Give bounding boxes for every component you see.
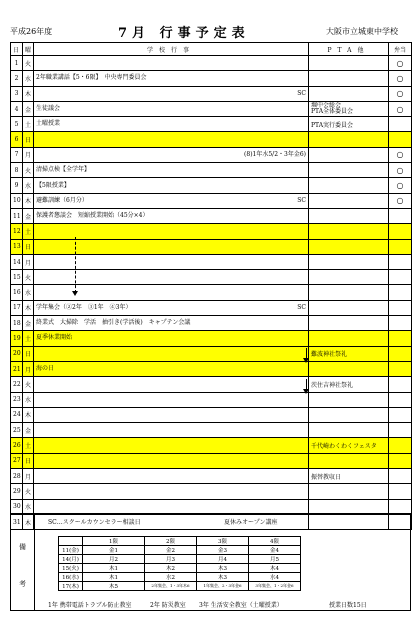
period-cell: 水4 — [249, 573, 301, 582]
pta-cell — [309, 178, 389, 193]
table-row — [11, 101, 412, 116]
school-event-cell — [34, 361, 309, 376]
header-school-events: 学校行事 — [34, 43, 309, 56]
period-cell: 木1 — [83, 564, 145, 573]
day-cell: 8 — [11, 163, 23, 178]
day-cell: 1 — [11, 56, 23, 71]
schedule-table — [10, 42, 412, 530]
weekday-cell: 木 — [23, 86, 34, 101]
period-cell: 月2 — [83, 555, 145, 564]
table-row — [11, 193, 412, 208]
school-event-cell — [34, 101, 309, 116]
weekday-cell: 木 — [23, 300, 34, 315]
bento-cell: ○ — [389, 147, 412, 162]
remarks-label-top: 備 — [19, 543, 26, 551]
school-event-cell — [34, 392, 309, 407]
bento-cell — [389, 331, 412, 346]
school-event-text: 終業式 大掃除 学活 抽引き(学活後) キャプテン会議 — [36, 319, 191, 327]
school-event-cell — [34, 377, 309, 392]
continuation-arrow-school — [75, 237, 76, 293]
period-row — [59, 555, 301, 564]
period-cell: 木2 — [145, 564, 197, 573]
weekday-cell: 土 — [23, 331, 34, 346]
footer-note-3: 3年 生活安全教室（土曜授業） — [199, 602, 283, 609]
day-cell: 7 — [11, 147, 23, 162]
bento-cell — [389, 132, 412, 147]
day-cell: 23 — [11, 392, 23, 407]
day-cell: 10 — [11, 193, 23, 208]
period-cell: 3限 — [197, 537, 249, 546]
day-cell: 13 — [11, 239, 23, 254]
header-week: 曜 — [23, 43, 34, 56]
school-event-cell — [34, 438, 309, 453]
period-cell: 2年集会、1・3年木6 — [145, 582, 197, 591]
school-event-text: 生徒議会 — [36, 105, 61, 113]
weekday-cell: 金 — [23, 101, 34, 116]
day-cell: 20 — [11, 346, 23, 361]
day-cell: 9 — [11, 178, 23, 193]
table-row — [11, 208, 412, 223]
table-row — [11, 361, 412, 376]
pta-cell — [309, 163, 389, 178]
bento-cell: ○ — [389, 71, 412, 86]
school-event-cell — [34, 453, 309, 468]
school-event-cell — [34, 484, 309, 499]
period-cell: 水2 — [145, 573, 197, 582]
school-event-cell — [34, 163, 309, 178]
day-cell: 4 — [11, 101, 23, 116]
table-row — [11, 117, 412, 132]
sc-note: SC…スクールカウンセラー相談日 — [48, 519, 141, 526]
table-row — [11, 132, 412, 147]
bento-cell — [389, 423, 412, 438]
day-cell: 11 — [11, 208, 23, 223]
day-cell: 24 — [11, 407, 23, 422]
period-cell: 金3 — [197, 546, 249, 555]
weekday-cell: 金 — [23, 316, 34, 331]
pta-cell — [309, 484, 389, 499]
weekday-cell: 火 — [23, 163, 34, 178]
day-cell: 15 — [11, 270, 23, 285]
period-cell: 4限 — [249, 537, 301, 546]
period-cell: 木4 — [249, 564, 301, 573]
pta-cell — [309, 147, 389, 162]
period-cell: 1年集会、2・3年金6 — [197, 582, 249, 591]
day-cell: 18 — [11, 316, 23, 331]
table-row — [11, 346, 412, 361]
bento-cell — [389, 469, 412, 484]
school-event-cell — [34, 316, 309, 331]
arrowhead-school — [72, 291, 78, 296]
school-event-cell — [34, 331, 309, 346]
weekday-cell: 火 — [23, 377, 34, 392]
school-event-cell — [34, 469, 309, 484]
period-row — [59, 582, 301, 591]
day-cell: 27 — [11, 453, 23, 468]
school-event-right-text: SC — [297, 196, 306, 204]
table-row — [11, 453, 412, 468]
weekday-cell: 火 — [23, 56, 34, 71]
pta-cell — [309, 300, 389, 315]
weekday-cell: 日 — [23, 453, 34, 468]
period-cell: 11(金) — [59, 546, 83, 555]
pta-cell: PTA実行委員会 — [309, 117, 389, 132]
header-day: 日 — [11, 43, 23, 56]
pta-cell — [309, 224, 389, 239]
remarks-label-bottom: 考 — [19, 580, 26, 588]
bento-cell — [389, 392, 412, 407]
school-event-text: 清掃点検【全学年】 — [36, 166, 91, 174]
bento-cell — [389, 361, 412, 376]
day-cell: 29 — [11, 484, 23, 499]
pta-cell: 難波神社祭礼 — [309, 346, 389, 361]
footer-note-1: 1年 携帯電話トラブル防止教室 — [48, 602, 132, 609]
pta-cell — [309, 254, 389, 269]
pta-cell — [309, 208, 389, 223]
table-row — [11, 423, 412, 438]
school-event-text: 保護者懇談会 短縮授業開始（45分×4） — [36, 212, 149, 220]
day-cell: 16 — [11, 285, 23, 300]
weekday-cell: 月 — [23, 469, 34, 484]
weekday-cell: 火 — [23, 270, 34, 285]
pta-cell: 千代崎わくわくフェスタ — [309, 438, 389, 453]
period-cell: 月3 — [145, 555, 197, 564]
school-event-text: 避難訓練（6月分） — [36, 196, 88, 204]
day-cell: 30 — [11, 499, 23, 514]
period-header-row — [59, 537, 301, 546]
school-event-text: 2年職業講話【5・6限】 中央専門委員会 — [36, 74, 147, 82]
pta-cell — [309, 71, 389, 86]
pta-cell — [309, 56, 389, 71]
bento-cell: ○ — [389, 178, 412, 193]
school-event-right-text: (8)1年水5/2・3年金6) — [244, 150, 306, 158]
weekday-cell: 水 — [23, 285, 34, 300]
bento-cell — [389, 453, 412, 468]
period-cell: 木3 — [197, 564, 249, 573]
pta-line: PTA全体委員会 — [311, 108, 354, 116]
weekday-cell: 土 — [23, 438, 34, 453]
weekday-cell: 日 — [23, 239, 34, 254]
school-event-right-text: SC — [297, 89, 306, 97]
day-cell: 12 — [11, 224, 23, 239]
weekday-cell: 土 — [23, 117, 34, 132]
pta-cell: 茨住吉神社祭礼 — [309, 377, 389, 392]
bento-cell — [389, 300, 412, 315]
bento-cell — [389, 239, 412, 254]
school-event-cell — [34, 132, 309, 147]
table-row — [11, 86, 412, 101]
table-row — [11, 377, 412, 392]
table-row — [11, 469, 412, 484]
page-title: 7月 行事予定表 — [118, 26, 250, 41]
weekday-cell: 水 — [23, 178, 34, 193]
day-cell: 3 — [11, 86, 23, 101]
school-event-cell — [34, 71, 309, 86]
fiscal-year: 平成26年度 — [10, 27, 53, 36]
weekday-cell: 日 — [23, 346, 34, 361]
day-cell: 19 — [11, 331, 23, 346]
day-cell: 26 — [11, 438, 23, 453]
bento-cell — [389, 208, 412, 223]
school-event-text: 海の日 — [36, 365, 55, 373]
school-event-cell — [34, 86, 309, 101]
day-cell: 28 — [11, 469, 23, 484]
bento-cell — [389, 438, 412, 453]
bento-cell: ○ — [389, 163, 412, 178]
pta-cell — [309, 392, 389, 407]
pta-cell — [309, 453, 389, 468]
header-bento: 弁当 — [389, 43, 412, 56]
period-cell: 月4 — [197, 555, 249, 564]
bento-cell — [389, 346, 412, 361]
table-row — [11, 316, 412, 331]
weekday-cell: 月 — [23, 147, 34, 162]
short-period-table — [58, 536, 301, 591]
period-cell: 2限 — [145, 537, 197, 546]
footer-note-4: 授業日数15日 — [329, 602, 367, 609]
table-row — [11, 254, 412, 269]
school-event-cell — [34, 178, 309, 193]
period-cell: 3年集会、1・2年金6 — [249, 582, 301, 591]
bento-cell — [389, 484, 412, 499]
school-event-cell — [34, 208, 309, 223]
weekday-cell: 火 — [23, 484, 34, 499]
period-cell: 17(木) — [59, 582, 83, 591]
period-cell: 金1 — [83, 546, 145, 555]
weekday-cell: 木 — [23, 193, 34, 208]
footer-note-2: 2年 防災教室 — [150, 602, 186, 609]
period-cell: 金4 — [249, 546, 301, 555]
school-event-cell — [34, 346, 309, 361]
pta-cell — [309, 270, 389, 285]
period-cell — [59, 537, 83, 546]
day-cell: 5 — [11, 117, 23, 132]
table-row — [11, 147, 412, 162]
table-row — [11, 270, 412, 285]
weekday-cell: 木 — [23, 407, 34, 422]
table-row — [11, 239, 412, 254]
table-row — [11, 56, 412, 71]
weekday-cell: 日 — [23, 132, 34, 147]
school-event-cell — [34, 407, 309, 422]
bento-cell — [389, 377, 412, 392]
day-cell: 25 — [11, 423, 23, 438]
weekday-cell: 水 — [23, 71, 34, 86]
pta-cell — [309, 101, 389, 116]
bento-cell — [389, 316, 412, 331]
table-row — [11, 300, 412, 315]
bento-cell — [389, 254, 412, 269]
table-row — [11, 178, 412, 193]
period-cell: 14(月) — [59, 555, 83, 564]
table-row — [11, 285, 412, 300]
weekday-cell: 金 — [23, 208, 34, 223]
pta-cell — [309, 331, 389, 346]
table-row — [11, 392, 412, 407]
period-cell: 月5 — [249, 555, 301, 564]
pta-cell: 振替教収日 — [309, 469, 389, 484]
table-row — [11, 484, 412, 499]
weekday-cell: 月 — [23, 254, 34, 269]
bento-cell: ○ — [389, 86, 412, 101]
table-row — [11, 71, 412, 86]
bento-cell — [389, 407, 412, 422]
school-event-cell — [34, 423, 309, 438]
weekday-cell: 月 — [23, 361, 34, 376]
weekday-cell: 水 — [23, 499, 34, 514]
period-cell: 1限 — [83, 537, 145, 546]
period-cell: 木5 — [83, 582, 145, 591]
table-row — [11, 331, 412, 346]
table-row — [11, 163, 412, 178]
table-row — [11, 224, 412, 239]
arrowhead-pta-1 — [303, 358, 309, 363]
table-row — [11, 407, 412, 422]
school-event-cell — [34, 147, 309, 162]
remarks-label — [11, 514, 35, 610]
pta-cell — [309, 316, 389, 331]
period-cell: 木1 — [83, 573, 145, 582]
day-cell: 31 — [11, 514, 23, 529]
school-event-text: 土曜授業 — [36, 120, 61, 128]
pta-cell — [309, 132, 389, 147]
weekday-cell: 水 — [23, 392, 34, 407]
open-course-note: 夏休みオープン講座 — [224, 519, 278, 526]
pta-cell — [309, 407, 389, 422]
period-row — [59, 546, 301, 555]
remarks-section — [10, 513, 411, 611]
bento-cell — [389, 270, 412, 285]
bento-cell — [389, 224, 412, 239]
table-header-row — [11, 43, 412, 56]
school-event-cell — [34, 193, 309, 208]
school-event-text: 【5限授業】 — [36, 181, 70, 189]
day-cell: 17 — [11, 300, 23, 315]
day-cell: 21 — [11, 361, 23, 376]
pta-cell — [309, 361, 389, 376]
school-event-cell — [34, 117, 309, 132]
weekday-cell: 土 — [23, 224, 34, 239]
period-cell: 16(水) — [59, 573, 83, 582]
header-pta: PTA他 — [309, 43, 389, 56]
bento-cell: ○ — [389, 56, 412, 71]
bento-cell — [389, 117, 412, 132]
pta-cell — [309, 423, 389, 438]
school-event-text: 夏季休業開始 — [36, 334, 73, 342]
arrowhead-pta-2 — [303, 389, 309, 394]
day-cell: 14 — [11, 254, 23, 269]
bento-cell: ○ — [389, 193, 412, 208]
period-cell: 木3 — [197, 573, 249, 582]
period-cell: 15(火) — [59, 564, 83, 573]
day-cell: 22 — [11, 377, 23, 392]
school-event-text: 学年集会（②2年 ③1年 ④3年） — [36, 303, 132, 311]
pta-cell — [309, 86, 389, 101]
day-cell: 6 — [11, 132, 23, 147]
period-row — [59, 564, 301, 573]
weekday-cell: 木 — [23, 514, 34, 529]
school-event-right-text: SC — [297, 303, 306, 311]
table-row — [11, 438, 412, 453]
school-name: 大阪市立城東中学校 — [326, 27, 398, 36]
bento-cell: ○ — [389, 101, 412, 116]
school-event-cell — [34, 56, 309, 71]
pta-cell — [309, 193, 389, 208]
school-event-cell — [34, 300, 309, 315]
period-row — [59, 573, 301, 582]
bento-cell — [389, 285, 412, 300]
pta-cell — [309, 285, 389, 300]
pta-cell — [309, 239, 389, 254]
day-cell: 2 — [11, 71, 23, 86]
pta-line: 堀中会総会 — [311, 102, 342, 110]
weekday-cell: 金 — [23, 423, 34, 438]
period-cell: 金2 — [145, 546, 197, 555]
